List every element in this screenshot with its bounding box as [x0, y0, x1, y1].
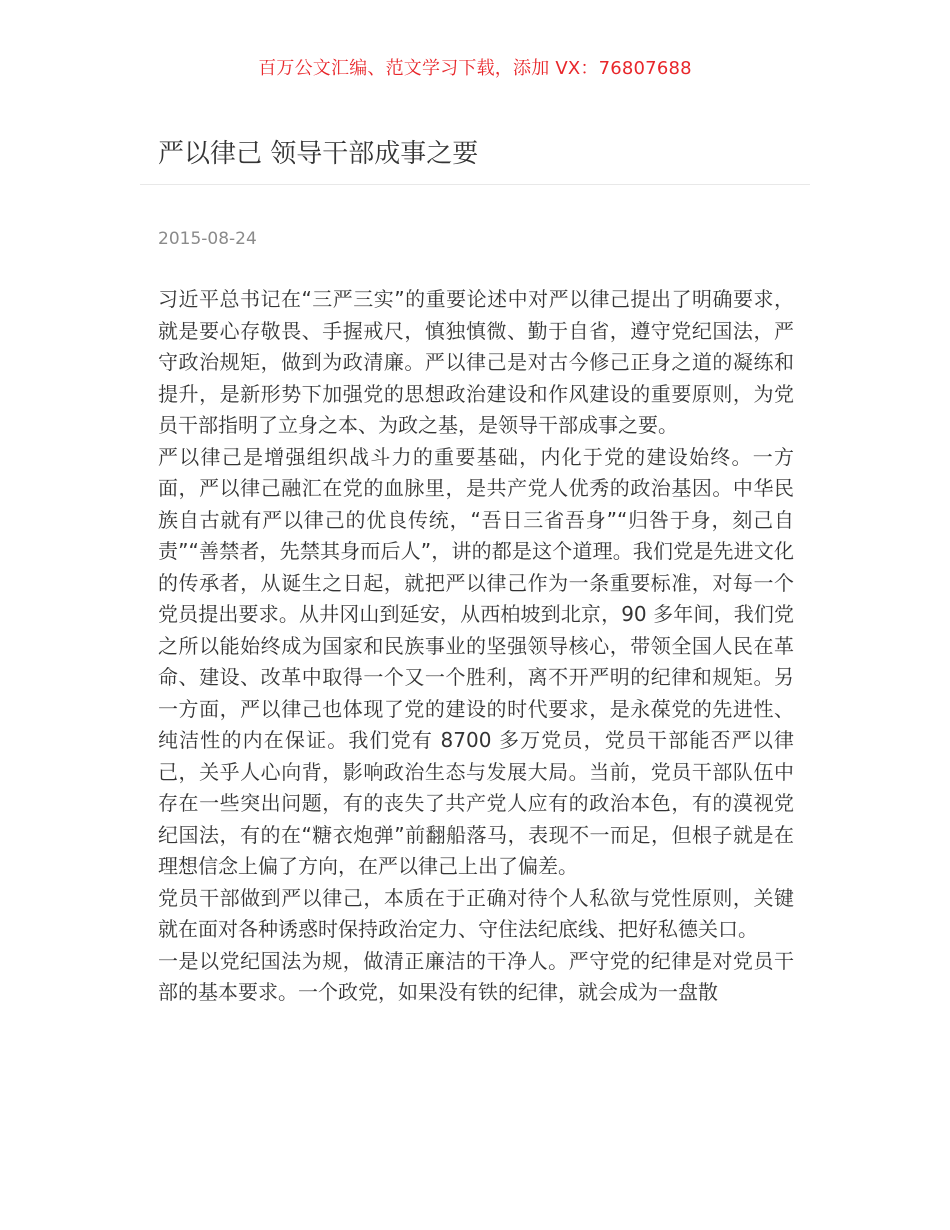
article-body	[158, 284, 794, 1009]
paragraph: 严以律己是增强组织战斗力的重要基础，内化于党的建设始终。一方面，严以律己融汇在党的血脉里，是共产党人优秀的政治基因。中华民族自古就有严以律己的优良传统，“吾日三省吾身”“归咎于身，刻己自责”“善禁者，先禁其身而后人”，讲的都是这个道理。我们党是先进文化的传承者，从诞生之日起，就把严以律己作为一条重要标准，对每一个党员提出要求。从井冈山到延安，从西柏坡到北京，90 多年间，我们党之所以能始终成为国家和民族事业的坚强领导核心，带领全国人民在革命、建设、改革中取得一个又一个胜利，离不开严明的纪律和规矩。另一方面，严以律己也体现了党的建设的时代要求，是永葆党的先进性、纯洁性的内在保证。我们党有 8700 多万党员，党员干部能否严以律己，关乎人心向背，影响政治生态与发展大局。当前，党员干部队伍中存在一些突出问题，有的丧失了共产党人应有的政治本色，有的漠视党纪国法，有的在“糖衣炮弹”前翻船落马，表现不一而足，但根子就是在理想信念上偏了方向，在严以律己上出了偏差。	[158, 444, 794, 878]
publish-date: 2015-08-24	[158, 229, 257, 249]
paragraph: 习近平总书记在“三严三实”的重要论述中对严以律己提出了明确要求，就是要心存敬畏、手握戒尺，慎独慎微、勤于自省，遵守党纪国法，严守政治规矩，做到为政清廉。严以律己是对古今修己正身之道的凝练和提升，是新形势下加强党的思想政治建设和作风建设的重要原则，为党员干部指明了立身之本、为政之基，是领导干部成事之要。	[158, 287, 794, 437]
paragraph: 党员干部做到严以律己，本质在于正确对待个人私欲与党性原则，关键就在面对各种诱惑时保持政治定力、守住法纪底线、把好私德关口。	[158, 885, 794, 941]
watermark-text: 百万公文汇编、范文学习下载，添加 VX：76807688	[258, 58, 692, 79]
article-title: 严以律己 领导干部成事之要	[158, 139, 479, 169]
title-divider	[140, 184, 810, 185]
paragraph: 一是以党纪国法为规，做清正廉洁的干净人。严守党的纪律是对党员干部的基本要求。一个政党，如果没有铁的纪律，就会成为一盘散	[158, 948, 794, 1004]
